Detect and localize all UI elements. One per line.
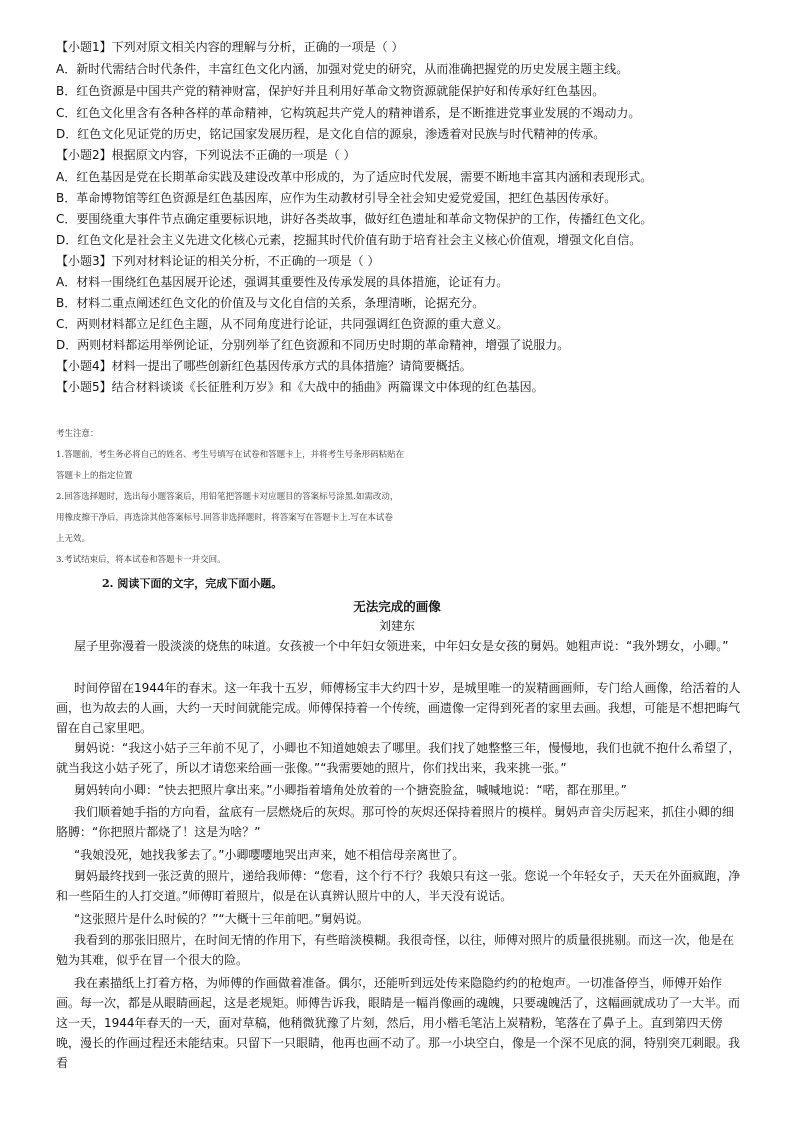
question-2-option-d: D．红色文化是社会主义先进文化核心元素，挖掘其时代价值有助于培育社会主义核心价值观，增强文化自信。	[56, 233, 642, 247]
question-1-option-d: D．红色文化见证党的历史，铭记国家发展历程，是文化自信的源泉，渗透着对民族与时代精神的传承。	[56, 127, 606, 141]
story-paragraph: 我在素描纸上打着方格，为师傅的作画做着准备。偶尔，还能听到远处传来隐隐约约的枪炮声。一切准备停当，师傅开始作画。每一次，都是从眼睛画起，这是老规矩。师傅告诉我，眼睛是一幅肖像画的魂魄，只要魂魄活了，这幅画就成功了一大半。而这一天，1944年春天的一天，面对草稿，他稍微犹豫了片刻，然后，用小楷毛笔沾上炭精粉，笔落在了鼻子上。直到第四天傍晚，漫长的作画过程还未能结束。只留下一只眼睛，他再也画不动了。那一小块空白，像是一个深不见底的洞，特别突兀刺眼。我看	[56, 976, 741, 1070]
notice-line: 用橡皮擦干净后，再选涂其他答案标号.回答非选择题时，将答案写在答题卡上.写在本试卷	[56, 513, 393, 523]
story-paragraph: 屋子里弥漫着一股淡淡的烧焦的味道。女孩被一个中年妇女领进来，中年妇女是女孩的舅妈。她粗声说：“我外甥女，小卿。”	[74, 639, 729, 653]
question-1: 【小题1】下列对原文相关内容的理解与分析，正确的一项是（ ）	[56, 40, 404, 54]
story-paragraph: 舅妈转向小卿：“快去把照片拿出来。”小卿指着墙角处放着的一个搪瓷脸盆，喊喊地说：“喏，都在那里。”	[74, 783, 627, 797]
story-paragraph: 舅妈最终找到一张泛黄的照片，递给我师傅：“您看，这个行不行？我娘只有这一张。您说一个年轻女子，天天在外面疯跑，净和一些陌生的人打交道。”师傅盯着照片，似是在认真辨认照片中的人，半天没有说话。	[56, 869, 741, 903]
story-paragraph: “我娘没死，她找我爹去了。”小卿嘤嘤地哭出声来，她不相信母亲离世了。	[74, 848, 465, 862]
question-2-option-c: C．要围绕重大事件节点确定重要标识地，讲好各类故事，做好红色遗址和革命文物保护的工作，传播红色文化。	[56, 212, 653, 226]
question-2-option-b: B．革命博物馆等红色资源是红色基因库，应作为生动教材引导全社会知史爱党爱国，把红色基因传承好。	[56, 191, 617, 205]
story-author: 刘建东	[378, 619, 415, 633]
question-2-option-a: A．红色基因是党在长期革命实践及建设改革中形成的，为了适应时代发展，需要不断地丰富其内涵和表现形式。	[56, 170, 653, 184]
story-paragraph: 舅妈说：“我这小姑子三年前不见了，小卿也不知道她娘去了哪里。我们找了她整整三年，慢慢地，我们也就不抱什么希望了，就当我这小姑子死了，所以才请您来给画一张像。”“我需要她的照片，你们找出来，我来挑一张。”	[56, 741, 741, 775]
question-2: 【小题2】根据原文内容，下列说法不正确的一项是（ ）	[56, 148, 356, 162]
notice-line: 答题卡上的指定位置	[56, 471, 133, 481]
notice-title: 考生注意：	[56, 429, 99, 439]
question-5: 【小题5】结合材料谈谈《长征胜利万岁》和《大战中的插曲》两篇课文中体现的红色基因。	[56, 380, 544, 394]
question-4: 【小题4】材料一提出了哪些创新红色基因传承方式的具体措施？请简要概括。	[56, 359, 472, 373]
notice-line: 1.答题前，考生务必将自己的姓名、考生号填写在试卷和答题卡上，并将考生号条形码粘贴在	[56, 450, 405, 460]
question-3-option-b: B．材料二重点阐述红色文化的价值及与文化自信的关系，条理清晰，论据充分。	[56, 296, 485, 310]
section-heading: 2. 阅读下面的文字，完成下面小题。	[102, 577, 283, 590]
story-paragraph: 我看到的那张旧照片，在时间无情的作用下，有些暗淡模糊。我很奇怪，以往，师傅对照片的质量很挑剔。而这一次，他是在勉为其难，似乎在冒一个很大的险。	[56, 933, 735, 967]
notice-line: 3.考试结束后，将本试卷和答题卡一并交回。	[56, 555, 226, 565]
question-3-option-a: A．材料一围绕红色基因展开论述，强调其重要性及传承发展的具体措施，论证有力。	[56, 275, 509, 289]
question-1-option-a: A．新时代需结合时代条件，丰富红色文化内涵，加强对党史的研究，从而准确把握党的历史发展主题主线。	[56, 62, 629, 76]
story-paragraph: “这张照片是什么时候的？”“大概十三年前吧。”舅妈说。	[74, 912, 369, 926]
question-3: 【小题3】下列对材料论证的相关分析，不正确的一项是（ ）	[56, 254, 380, 268]
story-paragraph: 我们顺着她手指的方向看，盆底有一层燃烧后的灰烬。那可怜的灰烬还保持着照片的模样。舅妈声音尖厉起来，抓住小卿的细胳膊：“你把照片都烧了！这是为啥？”	[56, 805, 735, 839]
question-1-option-c: C．红色文化里含有各种各样的革命精神，它构筑起共产党人的精神谱系，是不断推进党事业发展的不竭动力。	[56, 106, 641, 120]
question-1-option-b: B．红色资源是中国共产党的精神财富，保护好并且利用好革命文物资源就能保护好和传承好红色基因。	[56, 84, 605, 98]
story-title: 无法完成的画像	[353, 599, 441, 614]
notice-line: 2.回答选择题时，选出每小题答案后，用铅笔把答题卡对应题目的答案标号涂黑.如需改动，	[56, 492, 399, 502]
story-paragraph: 时间停留在1944年的春末。这一年我十五岁，师傅杨宝丰大约四十岁，是城里唯一的炭精画画师，专门给人画像，给活着的人画，也为故去的人画，大约一天时间就能完成。师傅保持着一个传统，画遗像一定得到死者的家里去画。我想，可能是不想把晦气留在自己家里吧。	[56, 681, 741, 735]
question-3-option-d: D．两则材料都运用举例论证，分别列举了红色资源和不同历史时期的革命精神，增强了说服力。	[56, 338, 570, 352]
notice-line: 上无效。	[56, 534, 91, 544]
question-3-option-c: C．两则材料都立足红色主题，从不同角度进行论证，共同强调红色资源的重大意义。	[56, 317, 509, 331]
